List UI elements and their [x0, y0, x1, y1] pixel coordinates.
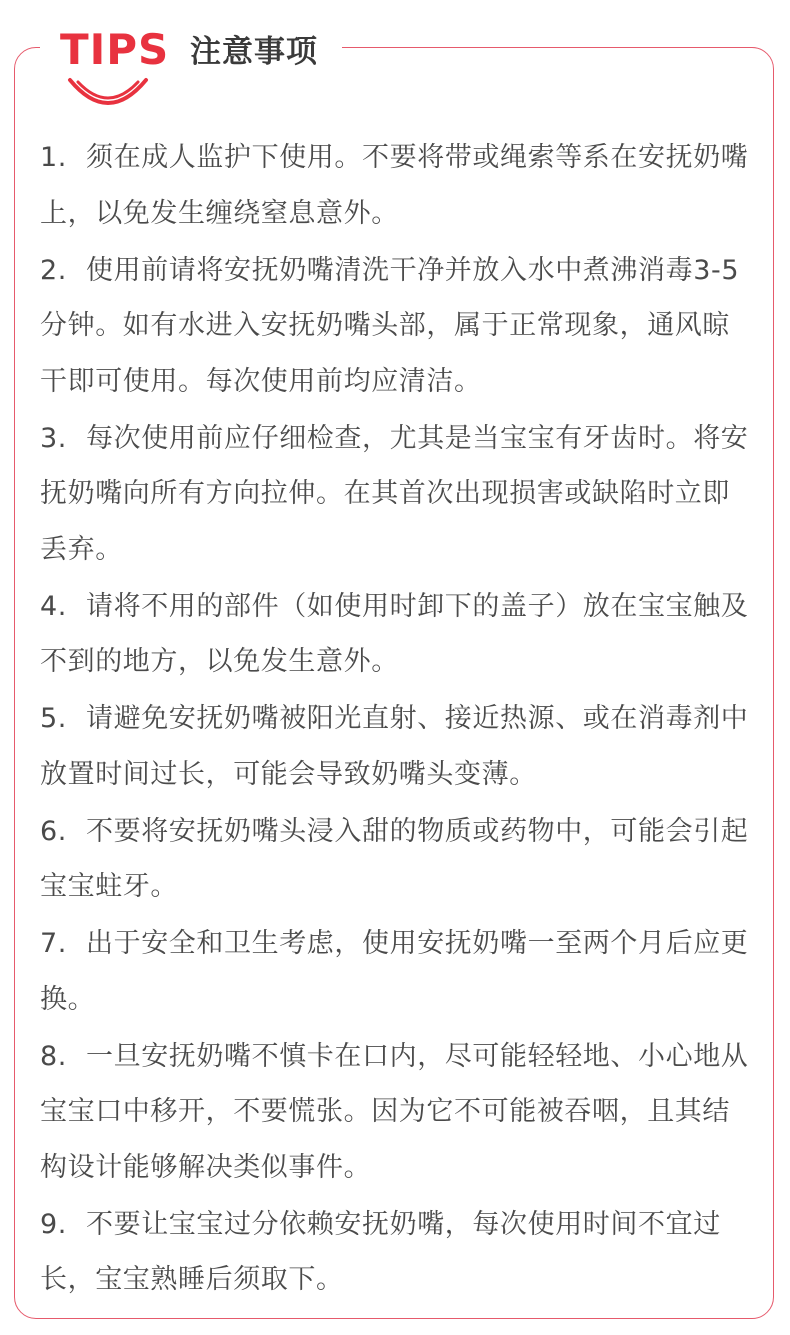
- tips-logo: [60, 18, 172, 114]
- tip-text: 一旦安抚奶嘴不慎卡在口内，尽可能轻轻地、小心地从宝宝口中移开，不要慌张。因为它不可能被吞咽，且其结构设计能够解决类似事件。: [40, 1040, 749, 1183]
- tip-number: 7.: [40, 928, 67, 959]
- tip-text: 不要让宝宝过分依赖安抚奶嘴，每次使用时间不宜过长，宝宝熟睡后须取下。: [40, 1208, 721, 1295]
- smile-icon: [66, 74, 150, 114]
- tip-text: 请将不用的部件（如使用时卸下的盖子）放在宝宝触及不到的地方，以免发生意外。: [40, 590, 749, 677]
- tip-item-7: [40, 916, 756, 1027]
- tip-item-2: [40, 243, 756, 410]
- tip-item-6: [40, 804, 756, 915]
- logo-text: TIPS: [60, 25, 170, 74]
- tip-text: 使用前请将安抚奶嘴清洗干净并放入水中煮沸消毒3-5分钟。如有水进入安抚奶嘴头部，属于正常现象，通风晾干即可使用。每次使用前均应清洁。: [40, 254, 740, 397]
- tip-number: 6.: [40, 815, 67, 847]
- tip-text: 每次使用前应仔细检查，尤其是当宝宝有牙齿时。将安抚奶嘴向所有方向拉伸。在其首次出现损害或缺陷时立即丢弃。: [40, 422, 749, 565]
- tip-item-9: [40, 1197, 756, 1308]
- tip-text: 请避免安抚奶嘴被阳光直射、接近热源、或在消毒剂中放置时间过长，可能会导致奶嘴头变薄。: [40, 703, 749, 790]
- tip-item-5: [40, 691, 756, 802]
- tip-number: 9.: [40, 1208, 67, 1240]
- tip-item-1: [40, 130, 756, 241]
- page-title: 注意事项: [190, 34, 318, 70]
- tip-number: 8.: [40, 1040, 67, 1072]
- tip-number: 1.: [40, 142, 67, 173]
- tip-number: 2.: [40, 254, 67, 286]
- tips-header: [40, 18, 342, 118]
- tips-list: [40, 130, 756, 1309]
- tip-item-3: [40, 411, 756, 578]
- tip-number: 5.: [40, 703, 67, 734]
- tip-text: 不要将安抚奶嘴头浸入甜的物质或药物中，可能会引起宝宝蛀牙。: [40, 815, 749, 902]
- tip-item-4: [40, 579, 756, 690]
- tip-number: 3.: [40, 422, 67, 454]
- tip-text: 出于安全和卫生考虑，使用安抚奶嘴一至两个月后应更换。: [40, 928, 749, 1015]
- tip-item-8: [40, 1029, 756, 1196]
- tip-number: 4.: [40, 590, 67, 622]
- tip-text: 须在成人监护下使用。不要将带或绳索等系在安抚奶嘴上，以免发生缠绕窒息意外。: [40, 142, 749, 229]
